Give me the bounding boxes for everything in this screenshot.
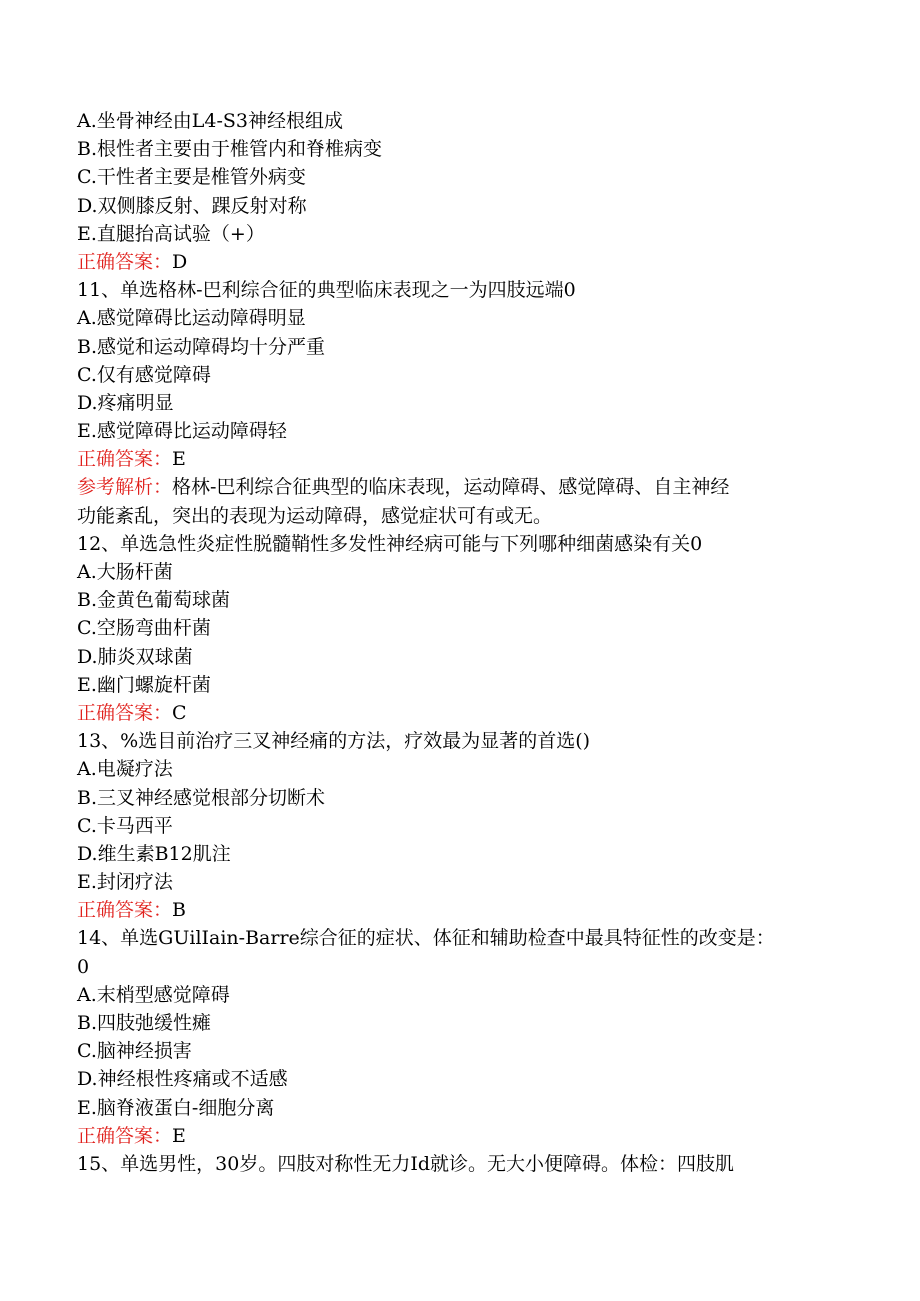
option-text: E.直腿抬高试验（+） bbox=[77, 222, 265, 245]
question-text: 15、单选男性，30岁。四肢对称性无力Id就诊。无大小便障碍。体检：四肢肌 bbox=[77, 1152, 735, 1175]
option-text: B.金黄色葡萄球菌 bbox=[77, 589, 231, 612]
answer-value: C bbox=[172, 701, 187, 724]
explanation-continuation: 功能紊乱，突出的表现为运动障碍，感觉症状可有或无。 bbox=[77, 504, 553, 527]
question-text: 12、单选急性炎症性脱髓鞘性多发性神经病可能与下列哪种细菌感染有关0 bbox=[77, 532, 703, 555]
option-text: E.封闭疗法 bbox=[77, 871, 173, 894]
option-text: A.大肠杆菌 bbox=[77, 561, 173, 583]
explanation-label: 参考解析： bbox=[77, 476, 173, 499]
question-text: 13、%选目前治疗三叉神经痛的方法，疗效最为显著的首选() bbox=[77, 730, 591, 753]
option-text: B.感觉和运动障碍均十分严重 bbox=[77, 335, 326, 358]
option-text: E.感觉障碍比运动障碍轻 bbox=[77, 420, 287, 443]
option-text: B.根性者主要由于椎管内和脊椎病变 bbox=[77, 138, 383, 161]
option-text: B.三叉神经感觉根部分切断术 bbox=[77, 786, 326, 809]
option-text: E.幽门螺旋杆菌 bbox=[77, 673, 211, 696]
answer-line bbox=[77, 896, 837, 924]
option-text: D.疼痛明显 bbox=[77, 391, 174, 414]
answer-line bbox=[77, 248, 837, 276]
answer-label: 正确答案： bbox=[77, 1124, 173, 1147]
option-text: C.卡马西平 bbox=[77, 814, 173, 837]
option-text: A.感觉障碍比运动障碍明显 bbox=[77, 307, 306, 330]
option-text: A.电凝疗法 bbox=[77, 758, 173, 781]
option-text: D.肺炎双球菌 bbox=[77, 645, 193, 668]
answer-label: 正确答案： bbox=[77, 250, 173, 273]
answer-line bbox=[77, 1122, 837, 1150]
option-text: C.脑神经损害 bbox=[77, 1040, 192, 1063]
question-text: 14、单选GUilIain-Barre综合征的症状、体征和辅助检查中最具特征性的改变是： bbox=[77, 927, 775, 950]
question-continuation: 0 bbox=[77, 955, 90, 978]
option-text: C.空肠弯曲杆菌 bbox=[77, 617, 211, 640]
option-text: C.仅有感觉障碍 bbox=[77, 363, 211, 386]
option-text: E.脑脊液蛋白-细胞分离 bbox=[77, 1096, 275, 1119]
option-text: D.双侧膝反射、踝反射对称 bbox=[77, 194, 307, 217]
option-text: A.末梢型感觉障碍 bbox=[77, 983, 230, 1006]
answer-value: E bbox=[172, 448, 186, 471]
answer-label: 正确答案： bbox=[77, 899, 173, 922]
answer-value: E bbox=[172, 1124, 186, 1147]
answer-line bbox=[77, 699, 837, 727]
answer-value: D bbox=[172, 250, 188, 273]
answer-label: 正确答案： bbox=[77, 701, 173, 724]
option-text: B.四肢弛缓性瘫 bbox=[77, 1012, 212, 1034]
option-text: D.维生素B12肌注 bbox=[77, 842, 231, 865]
question-text: 11、单选格林-巴利综合征的典型临床表现之一为四肢远端0 bbox=[77, 279, 576, 302]
answer-value: B bbox=[172, 899, 186, 922]
option-text: A.坐骨神经由L4-S3神经根组成 bbox=[77, 110, 343, 132]
explanation-text: 格林-巴利综合征典型的临床表现，运动障碍、感觉障碍、自主神经 bbox=[172, 476, 730, 499]
answer-label: 正确答案： bbox=[77, 448, 173, 471]
option-text: C.干性者主要是椎管外病变 bbox=[77, 166, 306, 189]
document-page bbox=[0, 107, 920, 1178]
option-text: D.神经根性疼痛或不适感 bbox=[77, 1068, 288, 1091]
answer-line bbox=[77, 445, 837, 473]
explanation-line bbox=[77, 473, 837, 501]
